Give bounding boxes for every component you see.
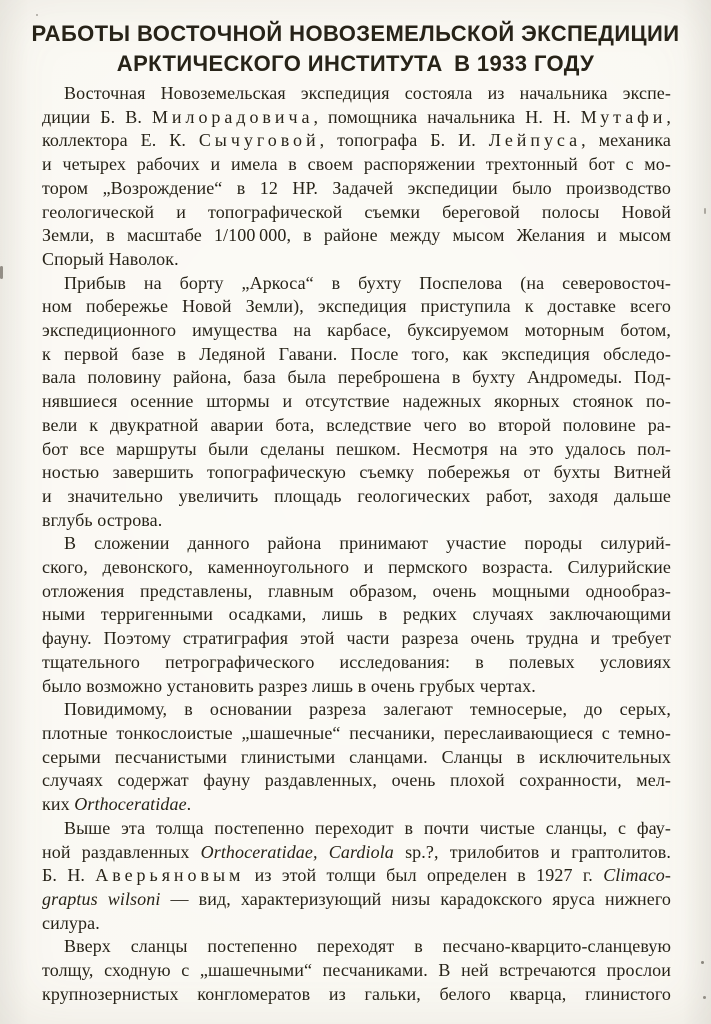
paragraph	[42, 935, 671, 1006]
text-segment: .	[186, 794, 192, 815]
text-segment: , топографа Б. И.	[319, 130, 489, 151]
text-segment: graptus wilsoni	[42, 888, 161, 909]
text-segment: Земли, в масштабе 1/100 000, в районе между мысом Желания и мысом	[42, 225, 671, 246]
text-line	[42, 509, 671, 533]
paragraph	[42, 698, 671, 817]
text-segment: Сычуговой	[198, 130, 320, 151]
text-segment: экспедиционного имущества на карбасе, буксируемом моторным ботом,	[42, 320, 671, 341]
text-line	[42, 319, 671, 343]
text-line	[42, 295, 671, 319]
text-segment: серыми песчанистыми глинистыми сланцами. Сланцы в исключительных	[42, 746, 671, 767]
scan-artifact	[36, 14, 38, 16]
text-segment: крупнозернистых конгломератов из гальки, белого кварца, глинистого	[42, 983, 671, 1004]
text-segment: Climaco-	[603, 865, 671, 886]
text-line	[42, 722, 671, 746]
scan-artifact	[701, 961, 704, 964]
text-segment: Вверх сланцы постепенно переходят в песчано-кварцито-сланцевую	[64, 936, 671, 957]
text-line	[42, 864, 671, 888]
text-line	[42, 556, 671, 580]
text-line	[42, 106, 671, 130]
document-body	[42, 82, 671, 1006]
text-line	[42, 935, 671, 959]
text-segment: Прибыв на борту „Аркоса“ в бухту Поспелова (на северовосточ-	[64, 272, 671, 293]
text-line	[42, 438, 671, 462]
text-segment: ными терригенными осадками, лишь в редких случаях заключающими	[42, 604, 671, 625]
text-line	[42, 769, 671, 793]
text-line	[42, 532, 671, 556]
text-line	[42, 224, 671, 248]
text-segment: Восточная Новоземельская экспедиция состояла из начальника экспе-	[64, 83, 671, 103]
paragraph	[42, 817, 671, 936]
scan-artifact	[0, 266, 3, 279]
document-title-line2: АРКТИЧЕСКОГО ИНСТИТУТА В 1933 ГОДУ	[116, 51, 595, 76]
text-segment: Выше эта толща постепенно переходит в почти чистые сланцы, с фау-	[64, 817, 671, 838]
text-segment: Аверьяновым	[95, 865, 245, 886]
text-segment: Orthoceratidae	[74, 794, 187, 815]
text-line	[42, 461, 671, 485]
text-segment: , помощника начальника Н. Н.	[313, 106, 581, 127]
text-segment: бот все маршруты были сделаны пешком. Несмотря на это удалось пол-	[42, 438, 671, 459]
text-line	[42, 366, 671, 390]
text-line	[42, 675, 671, 699]
text-segment: — вид, характеризующий низы карадокского яруса нижнего	[160, 888, 671, 909]
text-segment: Повидимому, в основании разреза залегают темносерые, до серых,	[64, 699, 671, 720]
text-segment: нявшиеся осенние штормы и отсутствие надежных якорных стоянок по-	[42, 391, 671, 412]
text-line	[42, 746, 671, 770]
text-segment: ностью завершить топографическую съемку побережья от бухты Витней	[42, 462, 671, 483]
text-segment: из этой толщи был определен в 1927 г.	[244, 865, 604, 886]
text-line	[42, 343, 671, 367]
text-segment: и четырех рабочих и имела в своем распоряжении трехтонный бот с мо-	[42, 154, 671, 175]
text-line	[42, 580, 671, 604]
text-segment: тором „Возрождение“ в 12 НР. Задачей экспедиции было производство	[42, 177, 671, 198]
text-line	[42, 177, 671, 201]
text-line	[42, 983, 671, 1007]
text-segment: ского, девонского, каменноугольного и пермского возраста. Силурийские	[42, 557, 671, 578]
text-line	[42, 153, 671, 177]
scan-artifact	[703, 996, 706, 999]
text-segment: фауну. Поэтому стратиграфия этой части разреза очень трудна и требует	[42, 628, 671, 649]
text-line	[42, 912, 671, 936]
text-segment: было возможно установить разрез лишь в очень грубых чертах.	[42, 675, 536, 696]
text-line	[42, 698, 671, 722]
text-segment: коллектора Е. К.	[42, 130, 199, 151]
text-segment: sp.?, трилобитов и граптолитов.	[393, 841, 671, 862]
document-title-line1: РАБОТЫ ВОСТОЧНОЙ НОВОЗЕМЕЛЬСКОЙ ЭКСПЕДИЦИИ	[31, 21, 680, 46]
text-segment: Мутафи	[580, 106, 667, 127]
text-segment: вели к двукратной аварии бота, вследствие чего во второй половине ра-	[42, 414, 671, 435]
scan-artifact	[704, 208, 706, 214]
text-line	[42, 129, 671, 153]
text-line	[42, 485, 671, 509]
text-segment: и значительно увеличить площадь геологических работ, заходя дальше	[42, 485, 671, 506]
text-segment: Лейпуса	[488, 130, 582, 151]
document-title	[0, 0, 711, 79]
text-segment: вала половину района, база была переброшена в бухту Андромеды. Под-	[42, 367, 671, 388]
text-segment: случаях содержат фауну раздавленных, очень плохой сохранности, мел-	[42, 770, 671, 791]
text-line	[42, 841, 671, 865]
text-segment: , механика	[581, 130, 672, 151]
text-segment: диции Б. В.	[42, 106, 152, 127]
text-segment: вглубь острова.	[42, 509, 163, 530]
text-line	[42, 272, 671, 296]
text-segment: толщу, сходную с „шашечными“ песчаниками. В ней встречаются прослои	[42, 960, 671, 981]
text-segment: отложения представлены, главным образом, очень мощными однообраз-	[42, 580, 671, 601]
text-line	[42, 603, 671, 627]
text-line	[42, 201, 671, 225]
text-line	[42, 414, 671, 438]
paragraph	[42, 82, 671, 272]
text-line	[42, 390, 671, 414]
text-segment: к первой базе в Ледяной Гавани. После того, как экспедиция обследо-	[42, 343, 671, 364]
text-segment: тщательного петрографического исследования: в полевых условиях	[42, 651, 671, 672]
text-line	[42, 817, 671, 841]
text-line	[42, 651, 671, 675]
paragraph	[42, 272, 671, 533]
text-line	[42, 248, 671, 272]
text-segment: плотные тонкослоистые „шашечные“ песчаники, переслаивающиеся с темно-	[42, 722, 671, 743]
text-line	[42, 888, 671, 912]
text-segment: геологической и топографической съемки береговой полосы Новой	[42, 201, 671, 222]
text-segment: В сложении данного района принимают участие породы силурий-	[64, 533, 671, 554]
text-segment: ном побережье Новой Земли), экспедиция приступила к доставке всего	[42, 296, 671, 317]
text-segment: Милорадовича	[151, 106, 314, 127]
text-segment: ,	[666, 106, 671, 127]
paragraph	[42, 532, 671, 698]
text-line	[42, 627, 671, 651]
text-line	[42, 82, 671, 106]
text-segment: Orthoceratidae, Cardiola	[200, 841, 394, 862]
text-segment: Спорый Наволок.	[42, 248, 179, 269]
text-segment: силура.	[42, 912, 100, 933]
text-segment: ких	[42, 794, 75, 815]
text-line	[42, 959, 671, 983]
text-segment: Б. Н.	[42, 865, 96, 886]
text-line	[42, 793, 671, 817]
text-segment: ной раздавленных	[42, 841, 201, 862]
